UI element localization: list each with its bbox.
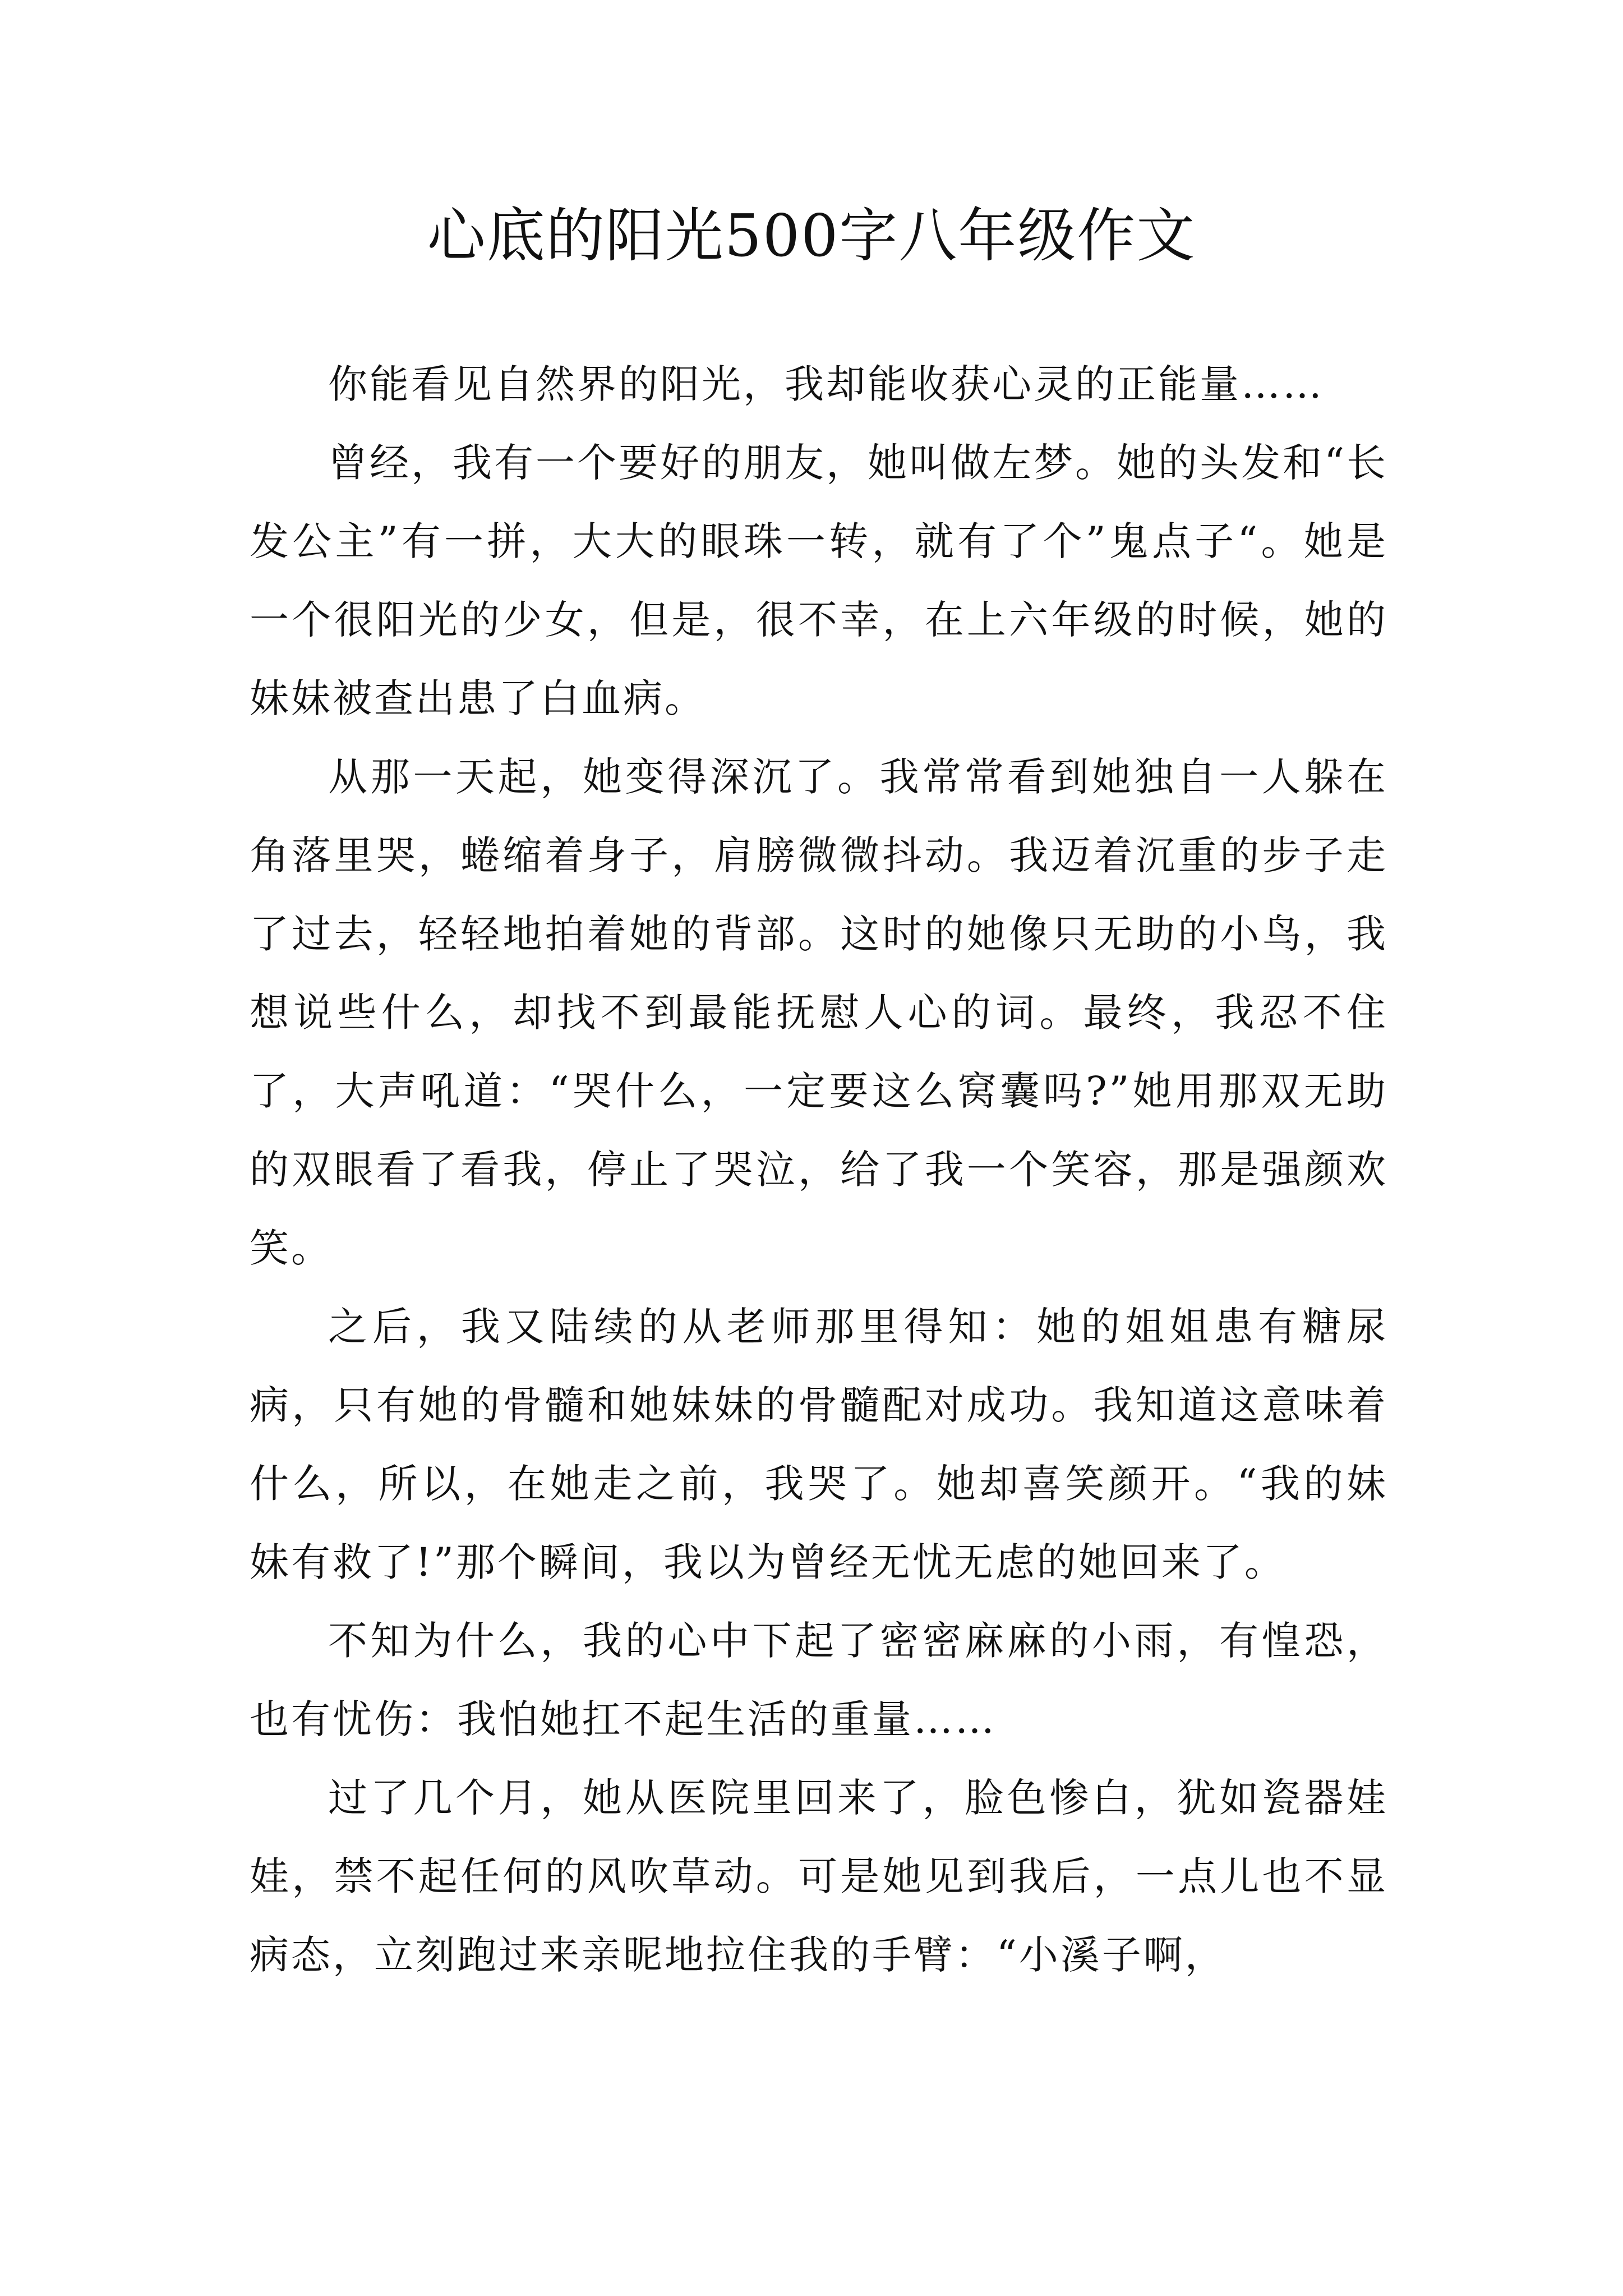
paragraph-1: 你能看见自然界的阳光，我却能收获心灵的正能量…… <box>328 361 1324 407</box>
paragraph-3: 从那一天起，她变得深沉了。我常常看到她独自一人躲在角落里哭，蜷缩着身子，肩膀微微抖动。我迈着沉重的步子走了过去，轻轻地拍着她的背部。这时的她像只无助的小鸟，我想说些什么，却找不到最能抚慰人心的词。最终，我忍不住了，大声吼道：“哭什么，一定要这么窝囊吗?”她用那双无助的双眼看了看我，停止了哭泣，给了我一个笑容，那是强颜欢笑。 <box>250 754 1388 1271</box>
paragraph-5: 不知为什么，我的心中下起了密密麻麻的小雨，有惶恐，也有忧伤：我怕她扛不起生活的重量…… <box>250 1618 1388 1742</box>
paragraph-4: 之后，我又陆续的从老师那里得知：她的姐姐患有糖尿病，只有她的骨髓和她妹妹的骨髓配对成功。我知道这意味着什么，所以，在她走之前，我哭了。她却喜笑颜开。“我的妹妹有救了!”那个瞬间，我以为曾经无忧无虑的她回来了。 <box>250 1304 1388 1585</box>
document-body <box>250 345 1388 1994</box>
paragraph-6: 过了几个月，她从医院里回来了，脸色惨白，犹如瓷器娃娃，禁不起任何的风吹草动。可是她见到我后，一点儿也不显病态，立刻跑过来亲昵地拉住我的手臂：“小溪子啊， <box>250 1775 1388 1978</box>
paragraph-2: 曾经，我有一个要好的朋友，她叫做左梦。她的头发和“长发公主”有一拼，大大的眼珠一转，就有了个”鬼点子“。她是一个很阳光的少女，但是，很不幸，在上六年级的时候，她的妹妹被查出患了白血病。 <box>250 440 1388 721</box>
document-title: 心底的阳光500字八年级作文 <box>427 201 1196 270</box>
